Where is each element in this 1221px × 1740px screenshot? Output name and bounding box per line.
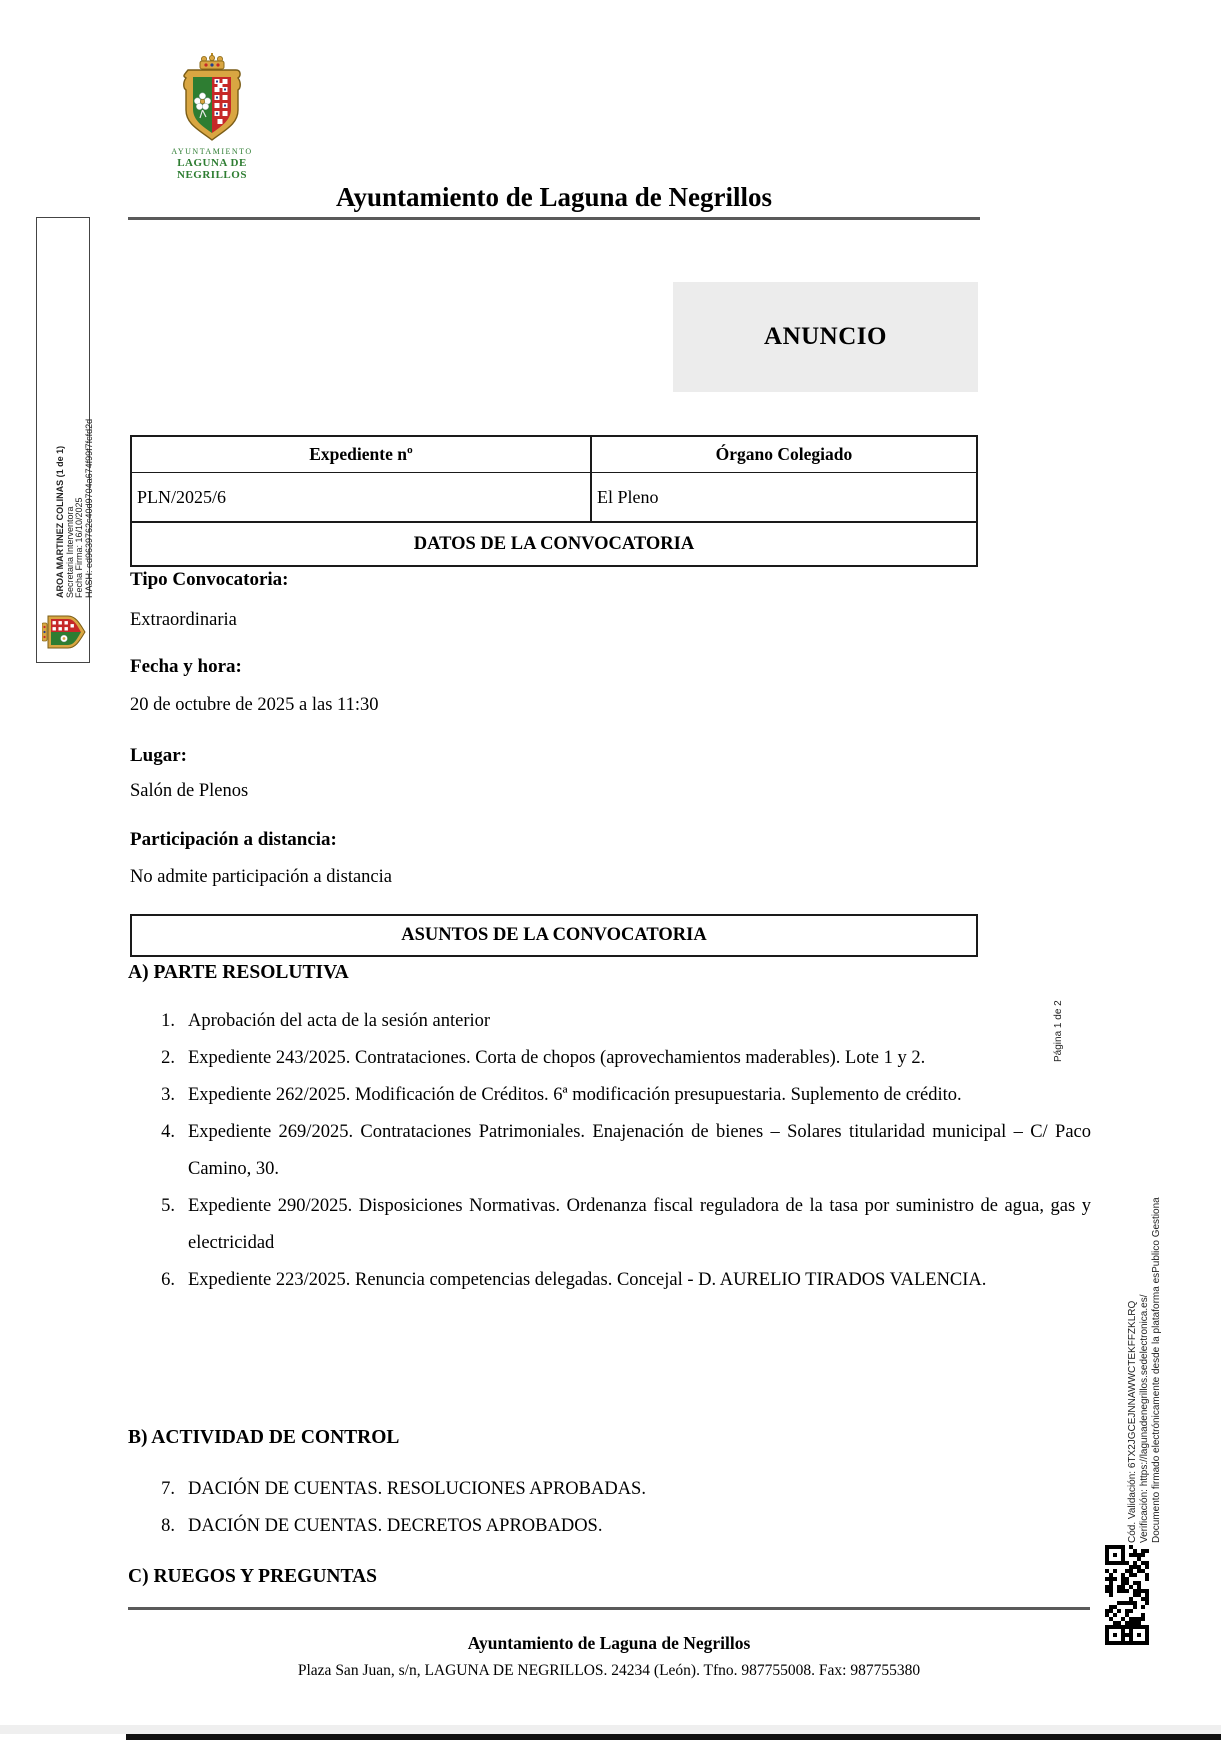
agenda-item <box>128 1077 1091 1114</box>
signed-note: Documento firmado electrónicamente desde la plataforma esPublico Gestiona <box>1151 1197 1162 1543</box>
section-title-c: C) RUEGOS Y PREGUNTAS <box>128 1566 378 1587</box>
page-number: Página 1 de 2 <box>1053 1000 1064 1062</box>
agenda-item-number: 4. <box>161 1122 175 1142</box>
organo-value-cell: El Pleno <box>596 486 659 507</box>
qr-code-icon <box>1105 1545 1151 1647</box>
agenda-item-number: 1. <box>161 1011 175 1031</box>
agenda-item <box>128 1508 1091 1545</box>
municipality-logo <box>150 52 274 181</box>
signature-date: Fecha Firma: 16/10/2025 <box>74 497 84 598</box>
table-value-row <box>132 472 976 521</box>
agenda-item <box>128 1188 1091 1262</box>
agenda-item <box>128 1003 1091 1040</box>
agenda-item-number: 2. <box>161 1048 175 1068</box>
next-page-edge <box>126 1734 1221 1740</box>
signature-hash: HASH: ed9639762c40d9704a674f99f7fcfd2d <box>83 418 94 598</box>
footer-title: Ayuntamiento de Laguna de Negrillos <box>467 1633 751 1653</box>
datos-section-header: DATOS DE LA CONVOCATORIA <box>132 521 976 565</box>
agenda-item-number: 7. <box>161 1479 175 1499</box>
section-title-b: B) ACTIVIDAD DE CONTROL <box>128 1427 400 1448</box>
field-label-fecha: Fecha y hora: <box>130 656 242 677</box>
signer-role: Secretaria Interventora <box>64 506 75 598</box>
agenda-item <box>128 1114 1091 1188</box>
agenda-item <box>128 1262 1091 1299</box>
validation-code: Cód. Validación: 6TX2JGCEJNNAWWCTEKFFZKLRQ <box>1127 1300 1138 1543</box>
field-value-tipo: Extraordinaria <box>130 610 237 630</box>
agenda-item-text: Expediente 269/2025. Contrataciones Patrimoniales. Enajenación de bienes – Solares titularidad municipal – C/ Paco Camino, 30. <box>188 1122 1091 1179</box>
title-divider <box>128 217 980 220</box>
agenda-item-number: 5. <box>161 1196 175 1216</box>
agenda-item-text: Expediente 243/2025. Contrataciones. Corta de chopos (aprovechamientos maderables). Lote 1 y 2. <box>188 1048 926 1068</box>
section-title-a: A) PARTE RESOLUTIVA <box>128 962 349 983</box>
expediente-value-cell: PLN/2025/6 <box>132 473 592 521</box>
field-label-participacion: Participación a distancia: <box>130 829 337 850</box>
field-label-lugar: Lugar: <box>130 745 187 766</box>
footer-divider <box>128 1607 1090 1610</box>
field-label-tipo: Tipo Convocatoria: <box>130 569 289 590</box>
stamp-shield-icon <box>42 609 91 655</box>
field-value-participacion: No admite participación a distancia <box>130 867 392 887</box>
page-title: Ayuntamiento de Laguna de Negrillos <box>335 182 773 212</box>
agenda-item-text: Expediente 290/2025. Disposiciones Normativas. Ordenanza fiscal reguladora de la tasa por suministro de agua, gas y electricidad <box>188 1196 1091 1253</box>
table-header-row <box>132 437 976 472</box>
agenda-item <box>128 1471 1091 1508</box>
signer-name: AROA MARTINEZ COLINAS (1 de 1) <box>55 445 65 598</box>
agenda-item-text: Expediente 223/2025. Renuncia competencias delegadas. Concejal - D. AURELIO TIRADOS VALENCIA. <box>188 1270 987 1290</box>
expediente-table <box>130 435 978 567</box>
asuntos-section-header: ASUNTOS DE LA CONVOCATORIA <box>130 914 978 957</box>
organo-header-cell: Órgano Colegiado <box>715 444 853 464</box>
field-value-lugar: Salón de Plenos <box>130 781 249 801</box>
agenda-item-text: Expediente 262/2025. Modificación de Créditos. 6ª modificación presupuestaria. Suplemento de crédito. <box>188 1085 962 1105</box>
coat-of-arms-icon <box>176 52 248 144</box>
agenda-item-number: 8. <box>161 1516 175 1536</box>
page-break-strip <box>0 1725 1221 1734</box>
logo-caption-municipality: LAGUNA DE NEGRILLOS <box>177 157 247 181</box>
agenda-item-text: DACIÓN DE CUENTAS. RESOLUCIONES APROBADAS. <box>188 1479 646 1499</box>
agenda-list-b <box>128 1471 1091 1545</box>
verification-url: Verificación: https://lagunadenegrillos.sedelectronica.es/ <box>1139 1294 1150 1543</box>
field-value-fecha: 20 de octubre de 2025 a las 11:30 <box>130 695 379 715</box>
agenda-item-number: 6. <box>161 1270 175 1290</box>
agenda-item-text: Aprobación del acta de la sesión anterior <box>188 1011 491 1031</box>
announcement-banner: ANUNCIO <box>673 282 978 392</box>
validation-stamp-text <box>1127 1197 1163 1543</box>
agenda-item-text: DACIÓN DE CUENTAS. DECRETOS APROBADOS. <box>188 1516 603 1536</box>
expediente-header-cell: Expediente nº <box>132 437 592 472</box>
signature-stamp-text <box>56 419 94 598</box>
agenda-list-a <box>128 1003 1091 1299</box>
agenda-item <box>128 1040 1091 1077</box>
footer-address: Plaza San Juan, s/n, LAGUNA DE NEGRILLOS. 24234 (León). Tfno. 987755008. Fax: 987755380 <box>297 1662 921 1679</box>
logo-caption-ayuntamiento: AYUNTAMIENTO <box>171 147 253 156</box>
agenda-item-number: 3. <box>161 1085 175 1105</box>
